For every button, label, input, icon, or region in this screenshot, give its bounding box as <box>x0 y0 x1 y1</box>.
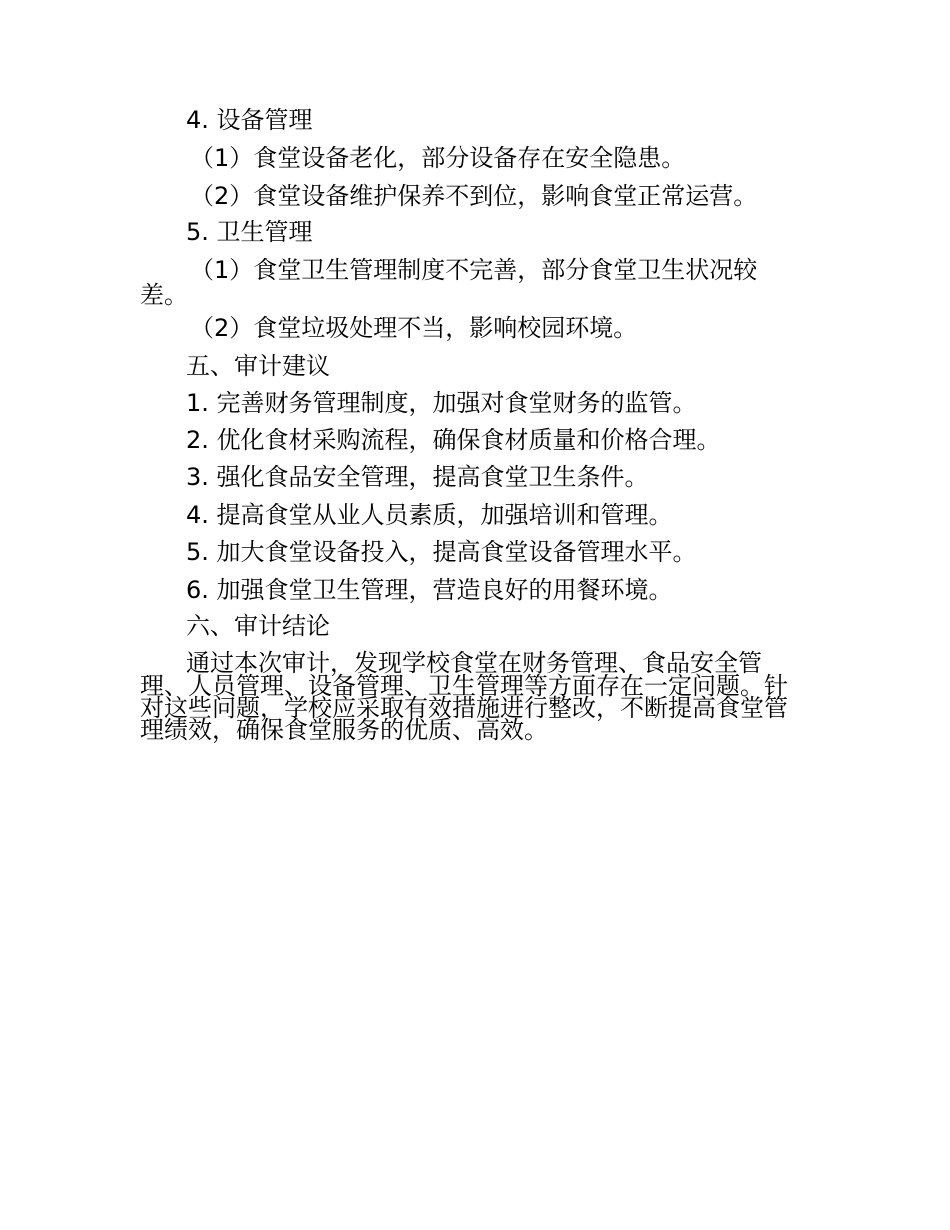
list-item-continuation: 差。 <box>140 281 188 309</box>
list-item: 5. 加大食堂设备投入，提高食堂设备管理水平。 <box>186 538 697 566</box>
conclusion-line: 理绩效，确保食堂服务的优质、高效。 <box>140 716 548 744</box>
list-item: （2）食堂垃圾处理不当，影响校园环境。 <box>190 314 638 342</box>
list-item: 2. 优化食材采购流程，确保食材质量和价格合理。 <box>186 426 721 454</box>
section-heading-hygiene: 5. 卫生管理 <box>186 218 313 246</box>
conclusion-line: 对这些问题，学校应采取有效措施进行整改，不断提高食堂管 <box>140 694 788 722</box>
section-heading-conclusion: 六、审计结论 <box>186 612 330 640</box>
list-item: 1. 完善财务管理制度，加强对食堂财务的监管。 <box>186 389 697 417</box>
section-heading-equipment: 4. 设备管理 <box>186 106 313 134</box>
section-heading-suggestions: 五、审计建议 <box>186 352 330 380</box>
list-item: 3. 强化食品安全管理，提高食堂卫生条件。 <box>186 463 649 491</box>
list-item: （1）食堂设备老化，部分设备存在安全隐患。 <box>190 144 686 172</box>
list-item: （1）食堂卫生管理制度不完善，部分食堂卫生状况较 <box>190 256 758 284</box>
list-item: 6. 加强食堂卫生管理，营造良好的用餐环境。 <box>186 576 673 604</box>
conclusion-line: 通过本次审计，发现学校食堂在财务管理、食品安全管 <box>186 649 762 677</box>
list-item: 4. 提高食堂从业人员素质，加强培训和管理。 <box>186 501 673 529</box>
list-item: （2）食堂设备维护保养不到位，影响食堂正常运营。 <box>190 182 758 210</box>
conclusion-line: 理、人员管理、设备管理、卫生管理等方面存在一定问题。针 <box>140 672 788 700</box>
